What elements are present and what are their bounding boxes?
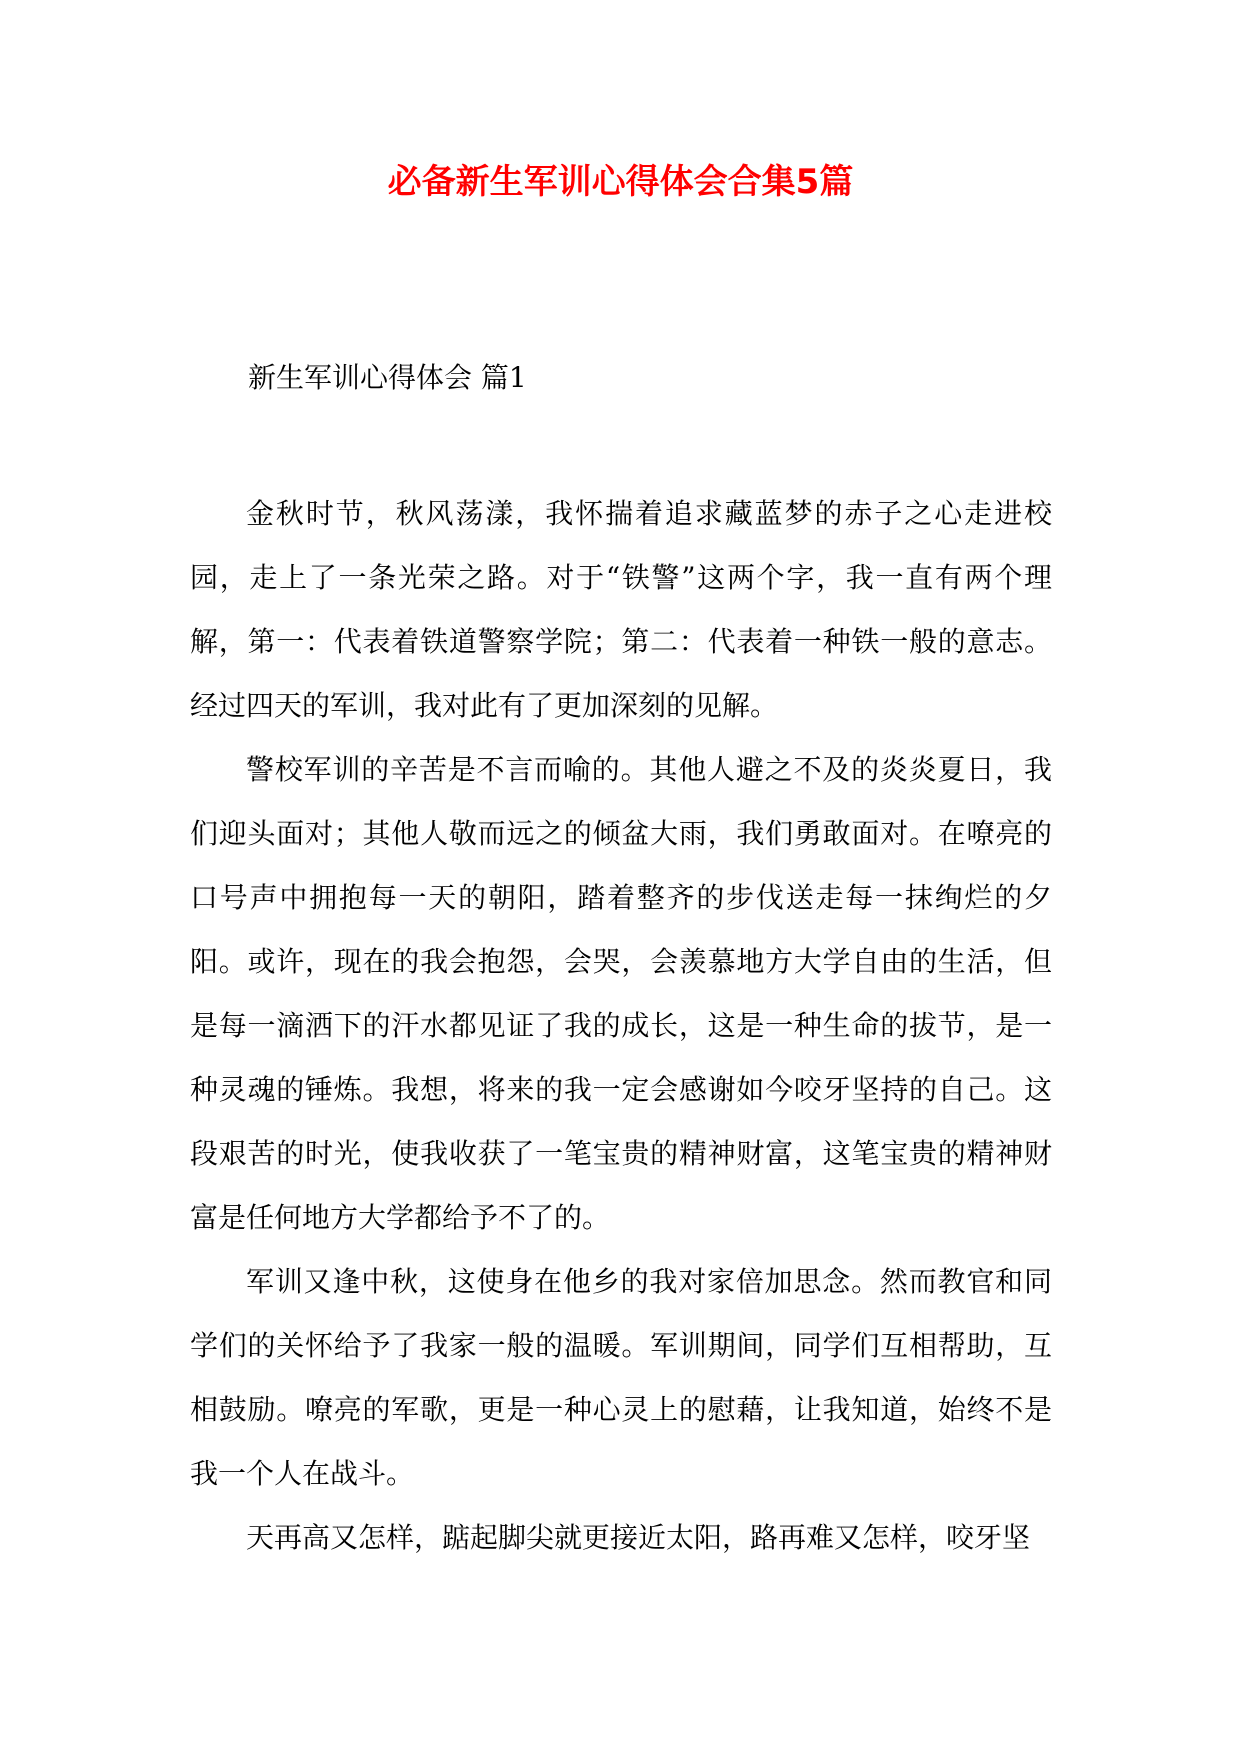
- document-title: 必备新生军训心得体会合集5篇: [387, 162, 854, 202]
- paragraph-1: 金秋时节，秋风荡漾，我怀揣着追求藏蓝梦的赤子之心走进校园，走上了一条光荣之路。对于“铁警”这两个字，我一直有两个理解，第一：代表着铁道警察学院；第二：代表着一种铁一般的意志。经过四天的军训，我对此有了更加深刻的见解。: [190, 497, 1052, 722]
- paragraph-3: 军训又逢中秋，这使身在他乡的我对家倍加思念。然而教官和同学们的关怀给予了我家一般的温暖。军训期间，同学们互相帮助，互相鼓励。嘹亮的军歌，更是一种心灵上的慰藉，让我知道，始终不是我一个人在战斗。: [190, 1265, 1052, 1490]
- section-heading: 新生军训心得体会 篇1: [248, 361, 527, 394]
- section-body: [190, 482, 1052, 1570]
- paragraph-2: 警校军训的辛苦是不言而喻的。其他人避之不及的炎炎夏日，我们迎头面对；其他人敬而远之的倾盆大雨，我们勇敢面对。在嘹亮的口号声中拥抱每一天的朝阳，踏着整齐的步伐送走每一抹绚烂的夕阳。或许，现在的我会抱怨，会哭，会羡慕地方大学自由的生活，但是每一滴洒下的汗水都见证了我的成长，这是一种生命的拔节，是一种灵魂的锤炼。我想，将来的我一定会感谢如今咬牙坚持的自己。这段艰苦的时光，使我收获了一笔宝贵的精神财富，这笔宝贵的精神财富是任何地方大学都给予不了的。: [190, 753, 1052, 1234]
- paragraph-4: 天再高又怎样，踮起脚尖就更接近太阳，路再难又怎样，咬牙坚: [246, 1521, 1031, 1554]
